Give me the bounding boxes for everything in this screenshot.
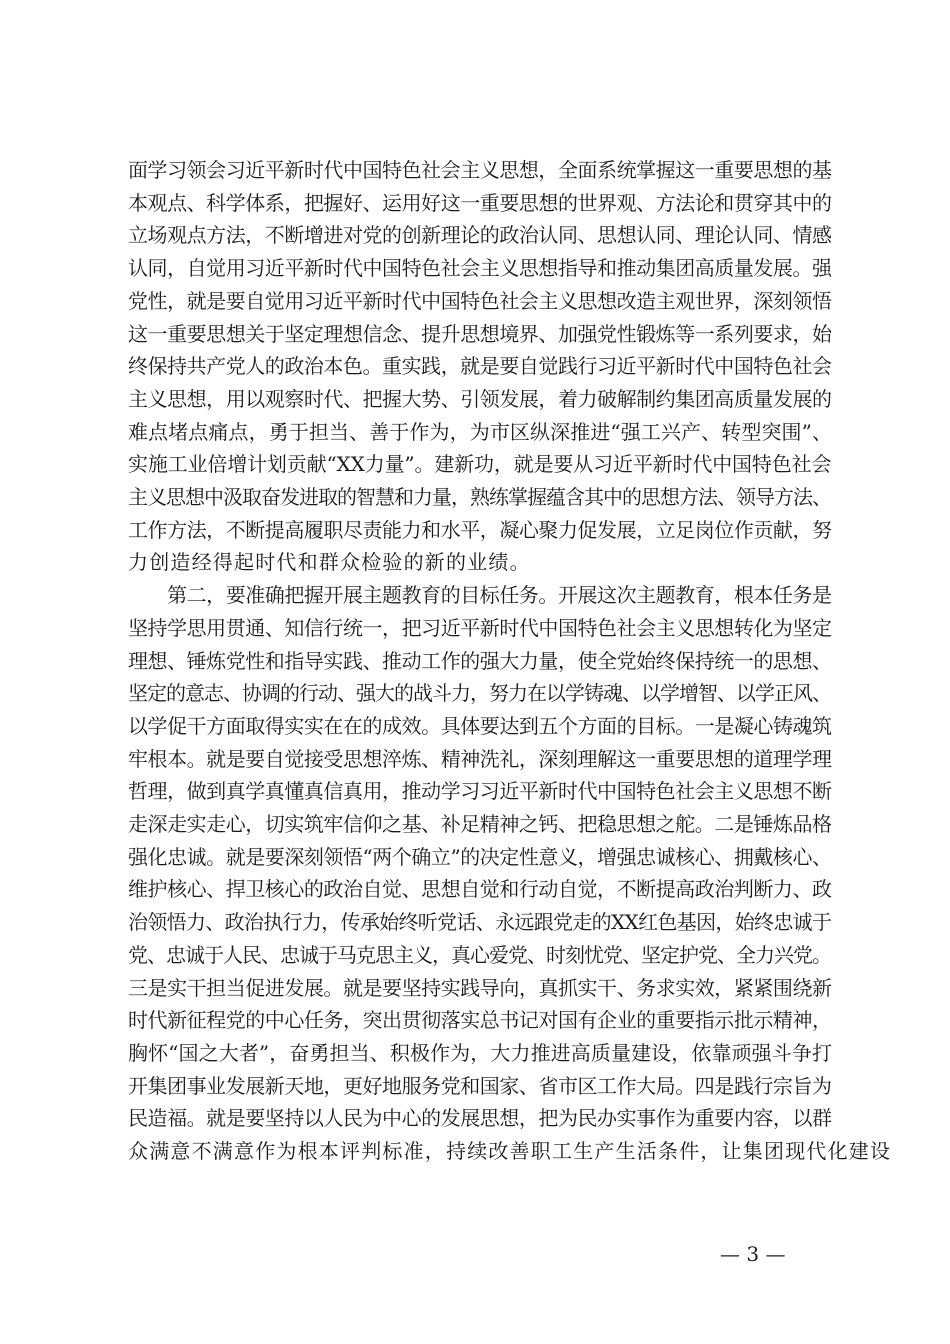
paragraph2-line: 牢根本。就是要自觉接受思想淬炼、精神洗礼，深刻理解这一重要思想的道理学理	[128, 746, 832, 771]
paragraph1-line: 主义思想中汲取奋发进取的智慧和力量，熟练掌握蕴含其中的思想方法、领导方法、	[128, 485, 831, 509]
paragraph1-line: 难点堵点痛点，勇于担当、善于作为，为市区纵深推进“强工兴产、转型突围”、	[128, 419, 833, 444]
paragraph2-line: 哲理，做到真学真懂真信真用，推动学习习近平新时代中国特色社会主义思想不断	[128, 779, 832, 804]
paragraph2-line: 胸怀“国之大者”，奋勇担当、积极作为，大力推进高质量建设，依靠顽强斗争打	[128, 1040, 833, 1065]
paragraph2-line: 时代新征程党的中心任务，突出贯彻落实总书记对国有企业的重要指示批示精神，	[128, 1008, 832, 1033]
paragraph2-line: 三是实干担当促进发展。就是要坚持实践导向，真抓实干、务求实效，紧紧围绕新	[128, 975, 832, 1000]
paragraph2-line: 以学促干方面取得实实在在的成效。具体要达到五个方面的目标。一是凝心铸魂筑	[128, 713, 832, 738]
paragraph1-line: 面学习领会习近平新时代中国特色社会主义思想，全面系统掌握这一重要思想的基	[128, 158, 832, 182]
paragraph1-line: 立场观点方法，不断增进对党的创新理论的政治认同、思想认同、理论认同、情感	[128, 223, 832, 248]
page-number: — 3 —	[720, 1242, 786, 1266]
paragraph1-line: 力创造经得起时代和群众检验的新的业绩。	[128, 550, 531, 575]
paragraph2-line: 治领悟力、政治执行力，传承始终听党话、永远跟党走的XX红色基因，始终忠诚于	[128, 910, 832, 935]
paragraph1-line: 工作方法，不断提高履职尽责能力和水平，凝心聚力促发展，立足岗位作贡献，努	[128, 517, 832, 542]
paragraph2-line: 民造福。就是要坚持以人民为中心的发展思想，把为民办实事作为重要内容，以群	[128, 1106, 832, 1131]
paragraph2-line: 坚定的意志、协调的行动、强大的战斗力，努力在以学铸魂、以学增智、以学正风、	[128, 681, 831, 706]
paragraph2-line: 理想、锤炼党性和指导实践、推动工作的强大力量，使全党始终保持统一的思想、	[128, 648, 832, 673]
paragraph2-line: 坚持学思用贯通、知信行统一，把习近平新时代中国特色社会主义思想转化为坚定	[128, 615, 832, 640]
paragraph1-line: 主义思想，用以观察时代、把握大势、引领发展，着力破解制约集团高质量发展的	[128, 386, 832, 411]
paragraph1-line: 这一重要思想关于坚定理想信念、提升思想境界、加强党性锻炼等一系列要求，始	[128, 321, 832, 346]
paragraph1-line: 终保持共产党人的政治本色。重实践，就是要自觉践行习近平新时代中国特色社会	[128, 354, 832, 379]
paragraph2-line: 维护核心、捍卫核心的政治自觉、思想自觉和行动自觉，不断提高政治判断力、政	[128, 877, 832, 902]
paragraph2-line: 强化忠诚。就是要深刻领悟“两个确立”的决定性意义，增强忠诚核心、拥戴核心、	[128, 844, 832, 869]
paragraph1-line: 本观点、科学体系，把握好、运用好这一重要思想的世界观、方法论和贯穿其中的	[128, 190, 832, 215]
paragraph2-line: 第二，要准确把握开展主题教育的目标任务。开展这次主题教育，根本任务是	[128, 583, 832, 608]
paragraph1-line: 实施工业倍增计划贡献“XX力量”。建新功，就是要从习近平新时代中国特色社会	[128, 452, 832, 477]
paragraph1-line: 认同，自觉用习近平新时代中国特色社会主义思想指导和推动集团高质量发展。强	[128, 256, 832, 281]
paragraph1-line: 党性，就是要自觉用习近平新时代中国特色社会主义思想改造主观世界，深刻领悟	[128, 288, 832, 313]
paragraph2-line: 众满意不满意作为根本评判标准，持续改善职工生产生活条件，让集团现代化建设	[128, 1139, 892, 1163]
paragraph2-line: 党、忠诚于人民、忠诚于马克思主义，真心爱党、时刻忧党、坚定护党、全力兴党。	[128, 942, 831, 967]
paragraph2-line: 开集团事业发展新天地，更好地服务党和国家、省市区工作大局。四是践行宗旨为	[128, 1073, 832, 1098]
paragraph2-line: 走深走实走心，切实筑牢信仰之基、补足精神之钙、把稳思想之舵。二是锤炼品格	[128, 812, 832, 836]
